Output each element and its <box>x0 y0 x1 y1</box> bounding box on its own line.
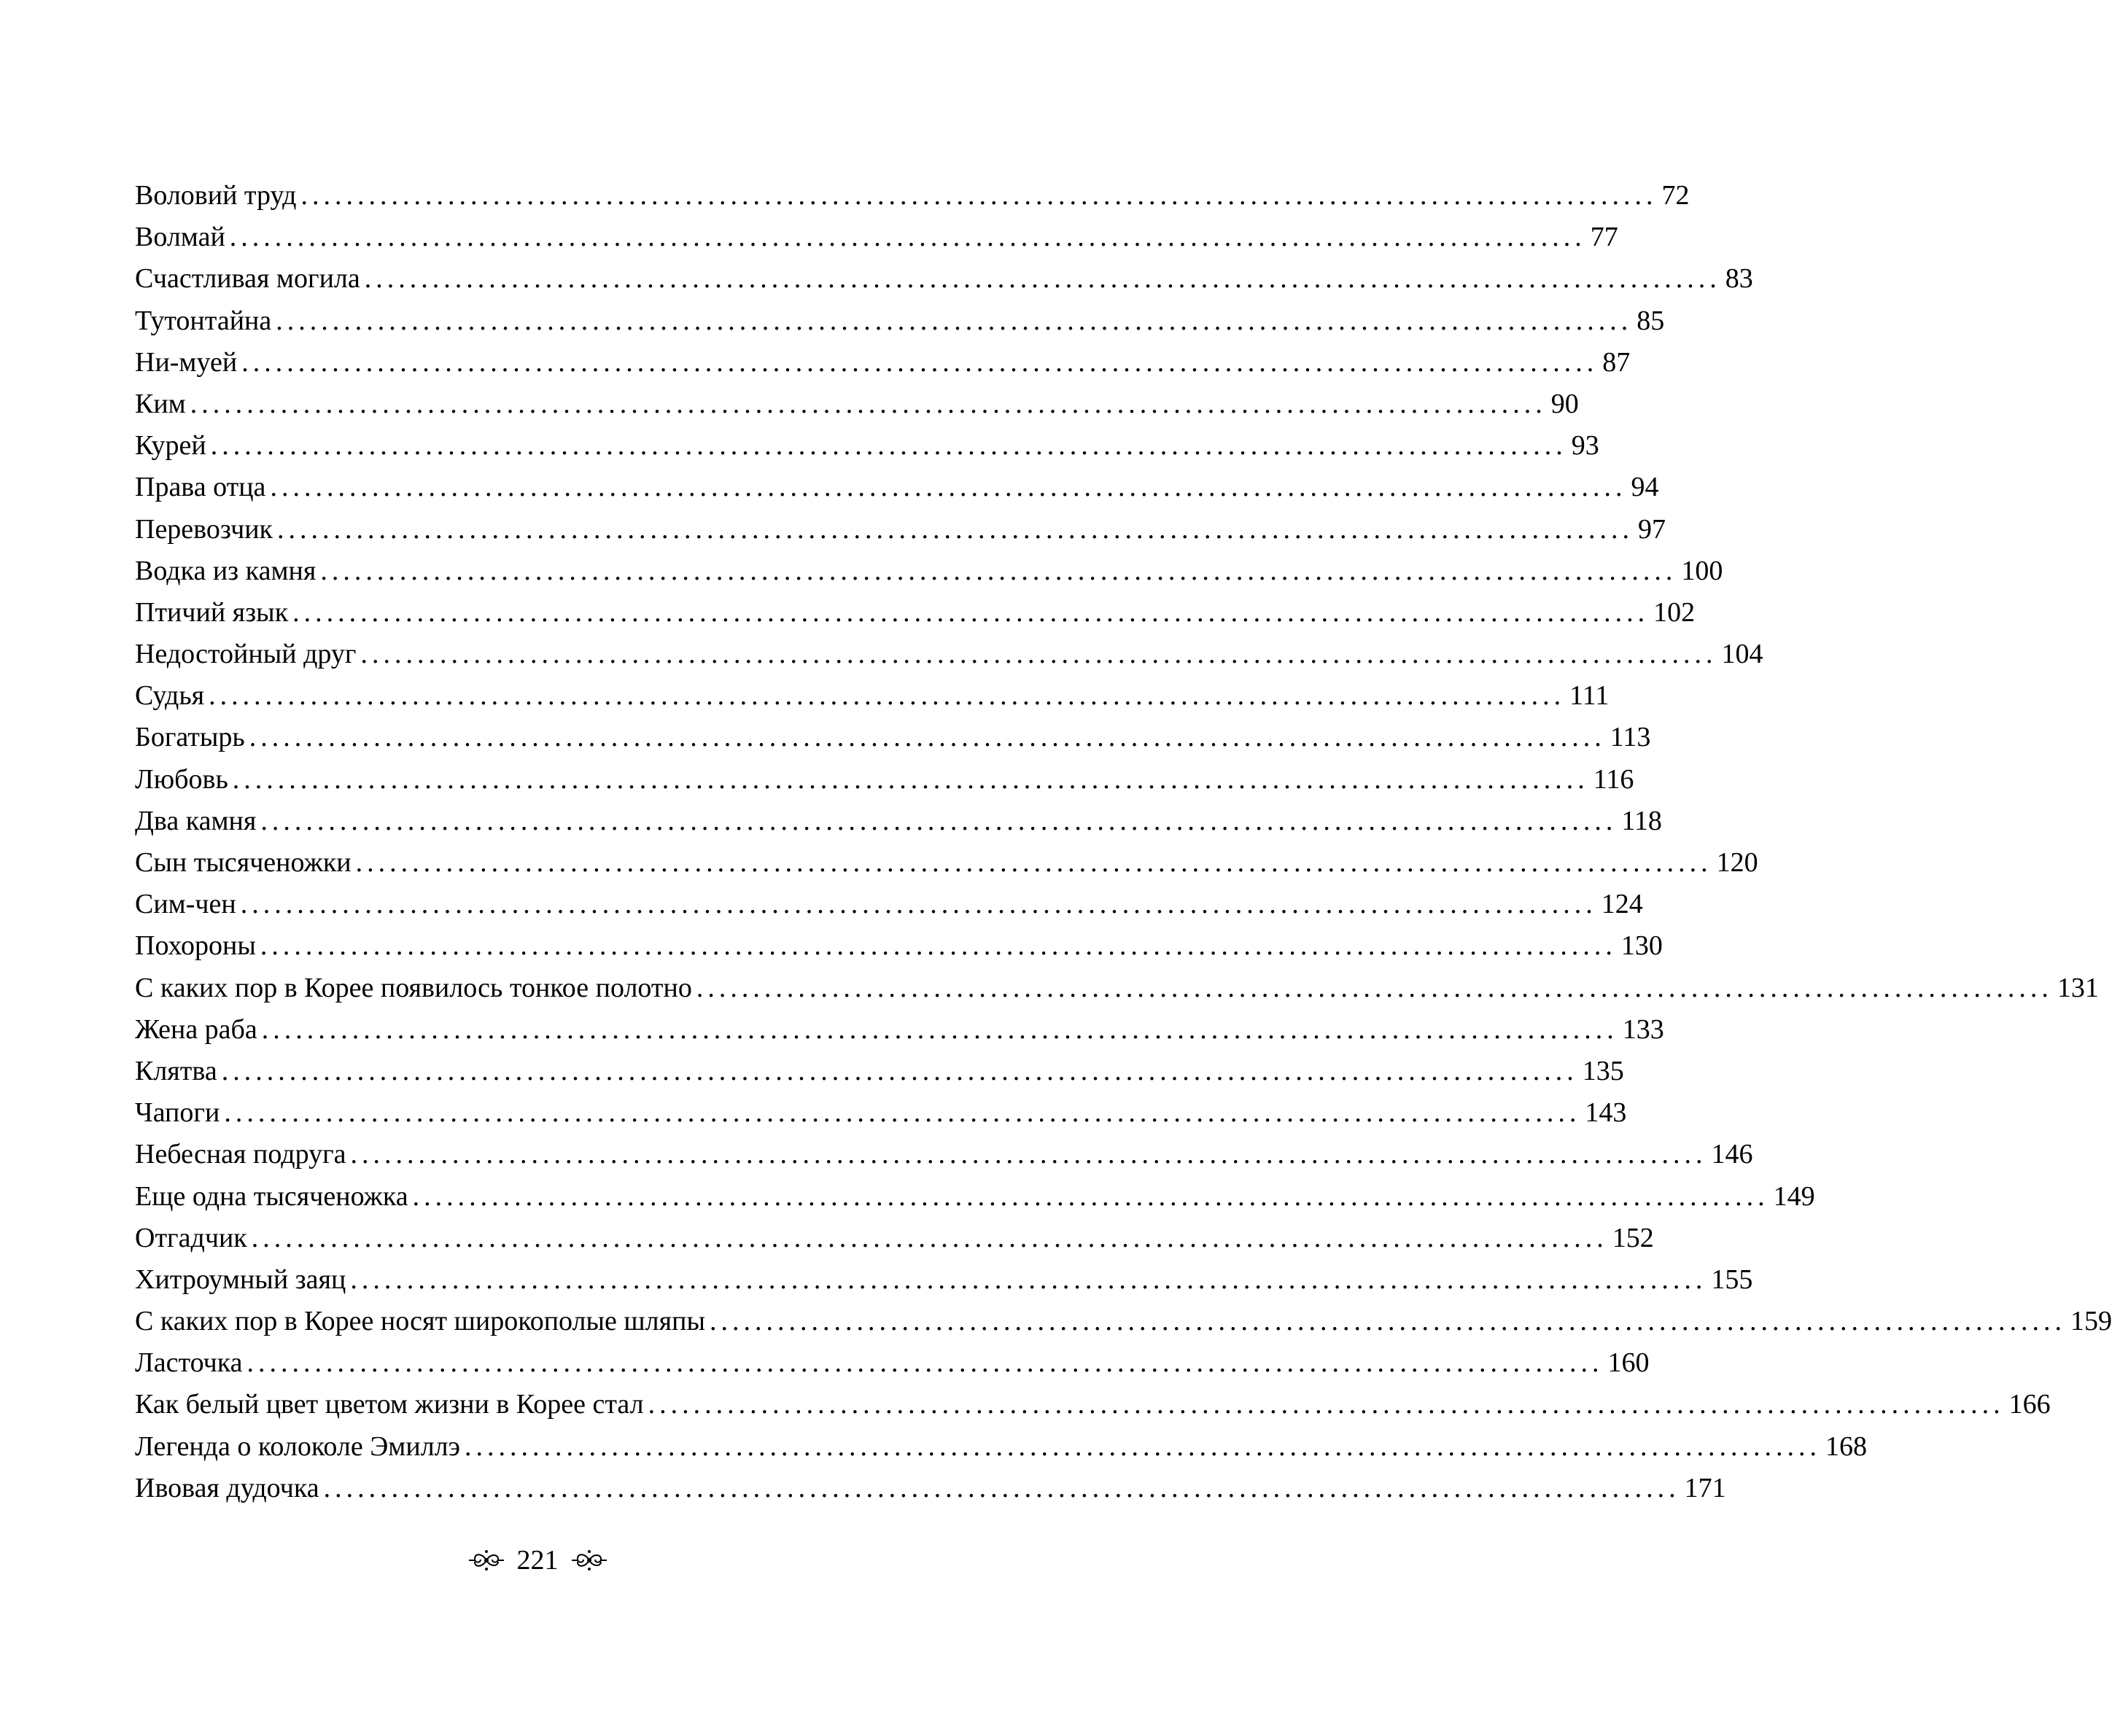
dot-leader: ........................................................................................................................ <box>696 972 2053 1003</box>
toc-entry <box>135 467 1659 508</box>
toc-entry-title: Чапоги <box>135 1097 220 1129</box>
toc-entry-title: Перевозчик <box>135 513 273 545</box>
toc-entry <box>135 1468 1726 1509</box>
dot-leader: ........................................................................................................................ <box>209 680 1566 712</box>
toc-entry <box>135 801 1662 842</box>
toc-entry-page: 113 <box>1610 722 1651 753</box>
toc-entry-title: Недостойный друг <box>135 639 357 670</box>
toc-entry-page: 83 <box>1725 263 1753 295</box>
dot-leader: ........................................................................................................................ <box>221 1055 1578 1086</box>
toc-entry-page: 90 <box>1550 388 1579 419</box>
toc-entry <box>135 550 1723 592</box>
toc-entry-page: 133 <box>1622 1013 1664 1045</box>
toc-entry-title: Еще одна тысяченожка <box>135 1180 408 1212</box>
toc-entry <box>135 1176 1815 1218</box>
toc-entry <box>135 1342 1650 1384</box>
toc-entry-title: Хитроумный заяц <box>135 1264 346 1295</box>
toc-entry-title: Сын тысяченожки <box>135 847 352 878</box>
toc-entry-title: Ким <box>135 388 186 419</box>
toc-entry-page: 152 <box>1612 1222 1654 1253</box>
toc-entry-title: Два камня <box>135 805 257 836</box>
dot-leader: ........................................................................................................................ <box>270 472 1627 503</box>
toc-entry <box>135 759 1634 801</box>
toc-entry-page: 155 <box>1711 1264 1753 1295</box>
dot-leader: ........................................................................................................................ <box>246 1347 1604 1379</box>
dot-leader: ........................................................................................................................ <box>710 1306 2066 1337</box>
toc-entry-page: 130 <box>1620 930 1663 962</box>
toc-entry-page: 146 <box>1711 1139 1753 1170</box>
dot-leader: ........................................................................................................................ <box>360 639 1717 670</box>
toc-entry <box>135 425 1599 467</box>
toc-entry <box>135 1218 1654 1259</box>
toc-entry-title: Любовь <box>135 763 228 795</box>
flourish-ornament-icon <box>467 1546 505 1575</box>
toc-entry-page: 111 <box>1569 680 1610 712</box>
toc-entry-title: Ласточка <box>135 1347 243 1379</box>
toc-entry-page: 100 <box>1681 555 1723 586</box>
dot-leader: ........................................................................................................................ <box>412 1180 1769 1212</box>
toc-entry <box>135 1384 2051 1425</box>
dot-leader: ........................................................................................................................ <box>364 263 1721 295</box>
toc-entry <box>135 1092 1627 1134</box>
toc-entry <box>135 217 1618 258</box>
toc-entry-page: 94 <box>1631 472 1659 503</box>
toc-entry <box>135 884 1643 925</box>
dot-leader: ........................................................................................................................ <box>210 430 1567 462</box>
page-footer <box>0 1544 1075 1576</box>
toc-entry-title: Воловий труд <box>135 180 297 211</box>
dot-leader: ........................................................................................................................ <box>277 513 1634 545</box>
toc-entry-title: Как белый цвет цветом жизни в Корее стал <box>135 1389 644 1420</box>
toc-entry-page: 143 <box>1585 1097 1627 1129</box>
toc-entry <box>135 509 1666 550</box>
toc-entry-page: 87 <box>1602 346 1631 378</box>
toc-entry-page: 131 <box>2057 972 2099 1003</box>
toc-entry <box>135 1301 2112 1342</box>
toc-entry <box>135 1134 1753 1175</box>
toc-entry <box>135 842 1758 884</box>
toc-entry-page: 118 <box>1621 805 1662 836</box>
dot-leader: ........................................................................................................................ <box>464 1431 1821 1462</box>
toc-entry-title: Небесная подруга <box>135 1139 346 1170</box>
dot-leader: ........................................................................................................................ <box>261 1013 1618 1045</box>
toc-entry-title: Права отца <box>135 472 266 503</box>
toc-entry-page: 160 <box>1607 1347 1650 1379</box>
dot-leader: ........................................................................................................................ <box>260 930 1617 962</box>
toc-entry-page: 168 <box>1825 1431 1867 1462</box>
toc-entry-title: Богатырь <box>135 722 245 753</box>
toc-entry-title: Отгадчик <box>135 1222 247 1253</box>
dot-leader: ........................................................................................................................ <box>300 180 1658 211</box>
page-number: 221 <box>516 1545 559 1576</box>
toc-entry-page: 149 <box>1773 1180 1815 1212</box>
toc-entry-title: Тутонтайна <box>135 305 272 336</box>
dot-leader: ........................................................................................................................ <box>224 1097 1581 1129</box>
dot-leader: ........................................................................................................................ <box>276 305 1633 336</box>
toc-entry-page: 97 <box>1638 513 1666 545</box>
toc-entry <box>135 925 1663 967</box>
toc-entry <box>135 258 1753 300</box>
dot-leader: ........................................................................................................................ <box>292 596 1650 628</box>
toc-entry <box>135 1259 1753 1301</box>
toc-entry <box>135 342 1631 384</box>
dot-leader: ........................................................................................................................ <box>251 1222 1608 1253</box>
toc-entry-title: Сим-чен <box>135 889 236 920</box>
toc-entry-page: 93 <box>1571 430 1599 462</box>
toc-entry-page: 159 <box>2070 1306 2112 1337</box>
toc-entry-title: С каких пор в Корее носят широкополые шляпы <box>135 1306 705 1337</box>
toc-entry-page: 171 <box>1684 1472 1726 1503</box>
toc-entry <box>135 675 1610 717</box>
toc-entry-page: 72 <box>1661 180 1690 211</box>
toc-entry-title: Водка из камня <box>135 555 317 586</box>
toc-entry-page: 102 <box>1653 596 1696 628</box>
dot-leader: ........................................................................................................................ <box>241 346 1599 378</box>
toc-entry-title: Волмай <box>135 222 225 253</box>
toc-entry-title: Ивовая дудочка <box>135 1472 319 1503</box>
toc-entry-page: 124 <box>1601 889 1643 920</box>
dot-leader: ........................................................................................................................ <box>240 889 1597 920</box>
toc-entry <box>135 634 1763 675</box>
toc-entry <box>135 175 1690 217</box>
toc-entry-title: Птичий язык <box>135 596 289 628</box>
toc-entry <box>135 1009 1664 1051</box>
toc-entry-title: С каких пор в Корее появилось тонкое полотно <box>135 972 692 1003</box>
toc-entry-title: Похороны <box>135 930 256 962</box>
toc-entry <box>135 592 1696 634</box>
toc-entry-title: Судья <box>135 680 205 712</box>
toc-entry <box>135 968 2099 1009</box>
toc-entry <box>135 717 1651 758</box>
toc-entry-title: Счастливая могила <box>135 263 360 295</box>
toc-entry <box>135 1426 1867 1468</box>
dot-leader: ........................................................................................................................ <box>648 1389 2005 1420</box>
dot-leader: ........................................................................................................................ <box>249 722 1606 753</box>
table-of-contents <box>135 175 2112 1509</box>
toc-entry-title: Ни-муей <box>135 346 238 378</box>
toc-entry-page: 77 <box>1590 222 1618 253</box>
toc-entry-page: 120 <box>1716 847 1758 878</box>
dot-leader: ........................................................................................................................ <box>355 847 1712 878</box>
toc-entry-page: 104 <box>1721 639 1763 670</box>
toc-entry-title: Легенда о колоколе Эмиллэ <box>135 1431 460 1462</box>
dot-leader: ........................................................................................................................ <box>350 1139 1707 1170</box>
toc-entry-title: Жена раба <box>135 1013 257 1045</box>
toc-entry <box>135 300 1665 342</box>
toc-entry-title: Клятва <box>135 1055 217 1086</box>
toc-entry <box>135 1051 1624 1092</box>
dot-leader: ........................................................................................................................ <box>323 1472 1680 1503</box>
dot-leader: ........................................................................................................................ <box>260 805 1618 836</box>
toc-entry-page: 135 <box>1582 1055 1624 1086</box>
toc-entry-page: 85 <box>1637 305 1665 336</box>
dot-leader: ........................................................................................................................ <box>190 388 1547 419</box>
dot-leader: ........................................................................................................................ <box>320 555 1677 586</box>
dot-leader: ........................................................................................................................ <box>229 222 1586 253</box>
toc-entry-page: 166 <box>2008 1389 2051 1420</box>
toc-entry-page: 116 <box>1593 763 1634 795</box>
flourish-ornament-icon <box>570 1546 608 1575</box>
toc-entry-title: Курей <box>135 430 206 462</box>
dot-leader: ........................................................................................................................ <box>350 1264 1707 1295</box>
dot-leader: ........................................................................................................................ <box>232 763 1589 795</box>
toc-entry <box>135 384 1579 425</box>
